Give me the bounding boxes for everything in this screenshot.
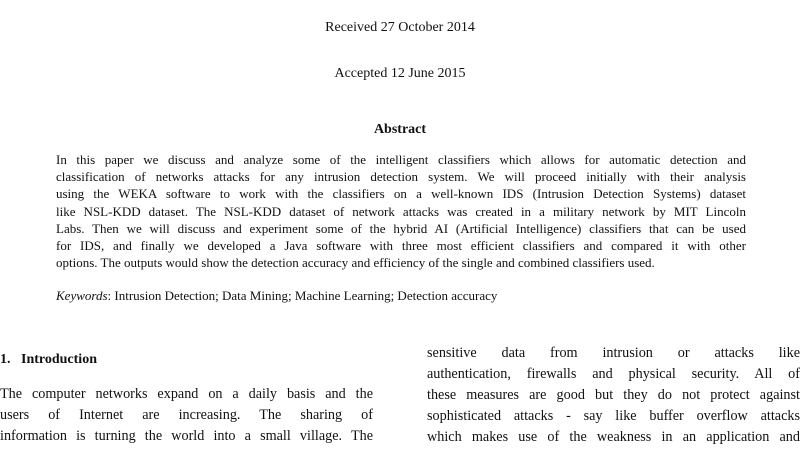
abstract-line: Labs. Then we will discuss and experiment some of the hybrid AI (Artificial Intelligence) classifiers that can be used xyxy=(56,220,746,236)
keywords xyxy=(56,288,497,304)
left-column-line: information is turning the world into a small village. The xyxy=(0,428,373,444)
abstract-line: like NSL-KDD dataset. The NSL-KDD dataset of network attacks was created in a military network by MIT Lincoln xyxy=(56,203,746,219)
abstract-line: using the WEKA software to work with the classifiers on a well-known IDS (Intrusion Detection Systems) dataset xyxy=(56,186,746,202)
section-title: Introduction xyxy=(21,352,97,367)
right-column-line: authentication, firewalls and physical security. All of xyxy=(427,366,800,382)
abstract-line: In this paper we discuss and analyze some of the intelligent classifiers which allows for automatic detection and xyxy=(56,152,746,167)
right-column-line: these measures are good but they do not protect against xyxy=(427,387,800,403)
section-number: 1. xyxy=(0,352,11,367)
keywords-text: : Intrusion Detection; Data Mining; Machine Learning; Detection accuracy xyxy=(107,288,498,303)
received-date: Received 27 October 2014 xyxy=(325,20,475,35)
abstract-line: for IDS, and finally we developed a Java software with three most efficient classifiers and compared it with other xyxy=(56,238,746,254)
right-column xyxy=(427,343,800,448)
accepted-date: Accepted 12 June 2015 xyxy=(334,66,466,81)
abstract-body xyxy=(56,151,746,271)
abstract-line: classification of networks attacks for any intrusion detection system. We will proceed initially with their analysis xyxy=(56,169,746,185)
left-column xyxy=(0,384,373,447)
right-column-line: sensitive data from intrusion or attacks like xyxy=(427,345,800,361)
section-heading xyxy=(0,352,97,368)
right-column-line: sophisticated attacks - say like buffer overflow attacks xyxy=(427,408,800,424)
left-column-line: users of Internet are increasing. The sharing of xyxy=(0,407,373,423)
abstract-heading: Abstract xyxy=(373,122,427,137)
right-column-line: which makes use of the weakness in an application and xyxy=(427,429,800,445)
keywords-label: Keywords xyxy=(56,288,108,303)
left-column-line: The computer networks expand on a daily basis and the xyxy=(0,386,373,402)
abstract-line: options. The outputs would show the detection accuracy and efficiency of the single and combined classifiers used. xyxy=(56,255,655,271)
